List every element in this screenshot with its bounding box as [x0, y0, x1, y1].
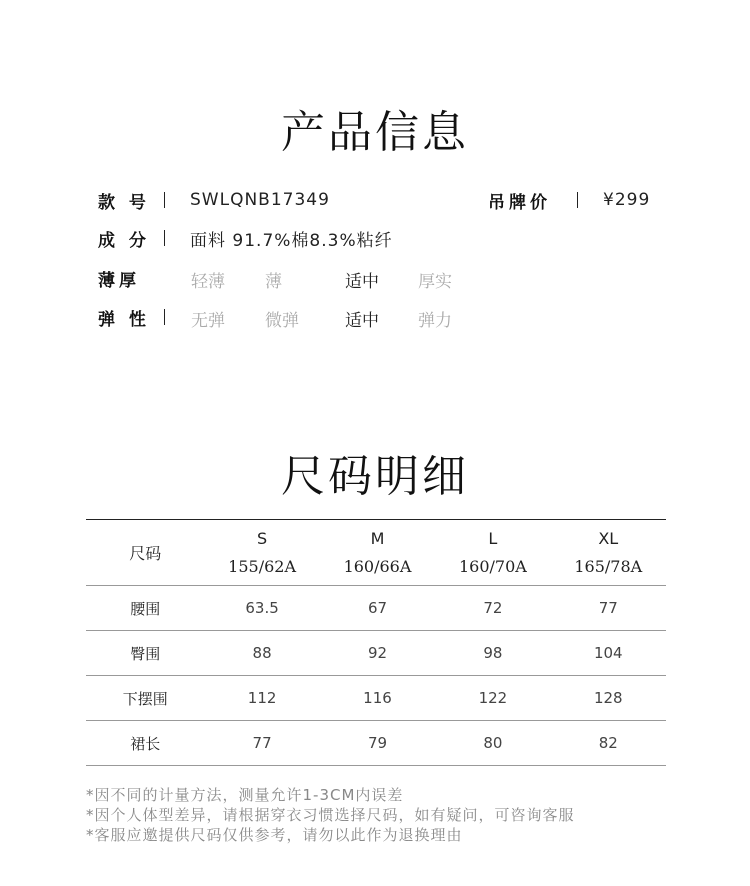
table-cell: 67 [320, 586, 435, 631]
table-cell: 116 [320, 676, 435, 721]
thickness-option-light: 轻薄 [191, 272, 225, 292]
note-line: *因不同的计量方法，测量允许1-3CM内误差 [86, 786, 404, 804]
table-cell: 72 [435, 586, 550, 631]
style-number-value: SWLQNB17349 [190, 190, 330, 210]
row-label-hem: 下摆围 [86, 676, 204, 721]
thickness-option-medium-selected: 适中 [345, 272, 379, 292]
size-name: XL [598, 529, 619, 548]
table-cell: 82 [551, 721, 666, 766]
elasticity-label: 弹 性 [98, 309, 150, 330]
table-cell: 88 [204, 631, 319, 676]
size-chart-title: 尺码明细 [281, 451, 469, 502]
note-line: *客服应邀提供尺码仅供参考，请勿以此作为退换理由 [86, 826, 463, 844]
note-line: *因个人体型差异，请根据穿衣习惯选择尺码，如有疑问，可咨询客服 [86, 806, 575, 824]
table-cell: 112 [204, 676, 319, 721]
table-cell: 80 [435, 721, 550, 766]
size-name: M [370, 529, 385, 548]
size-notes [86, 785, 575, 845]
size-column-m [320, 520, 435, 586]
composition-row [98, 226, 393, 250]
size-height-body: 165/78A [574, 557, 643, 576]
table-cell: 77 [551, 586, 666, 631]
style-number-label: 款 号 [98, 192, 150, 213]
thickness-option-thin: 薄 [265, 272, 282, 292]
size-column-s [204, 520, 319, 586]
elasticity-option-medium-selected: 适中 [345, 311, 379, 331]
elasticity-option-none: 无弹 [191, 311, 225, 331]
table-cell: 63.5 [204, 586, 319, 631]
row-label-waist: 腰围 [86, 586, 204, 631]
size-height-body: 160/70A [458, 557, 527, 576]
product-info-title: 产品信息 [281, 107, 469, 158]
separator [164, 309, 165, 325]
size-header-label: 尺码 [86, 520, 204, 586]
style-number-row [98, 188, 330, 212]
table-cell: 92 [320, 631, 435, 676]
table-row [86, 721, 666, 766]
table-cell: 128 [551, 676, 666, 721]
tag-price-label: 吊牌价 [488, 192, 551, 213]
table-cell: 104 [551, 631, 666, 676]
composition-label: 成 分 [98, 230, 150, 251]
size-header-row [86, 520, 666, 586]
table-cell: 122 [435, 676, 550, 721]
elasticity-option-stretch: 弹力 [418, 311, 452, 331]
size-height-body: 155/62A [228, 557, 297, 576]
thickness-row [98, 266, 144, 290]
size-column-xl [551, 520, 666, 586]
separator [164, 192, 165, 208]
separator [164, 230, 165, 246]
size-name: S [257, 529, 268, 548]
thickness-option-thick: 厚实 [418, 272, 452, 292]
tag-price-row [488, 188, 650, 212]
elasticity-option-slight: 微弹 [265, 311, 299, 331]
table-row [86, 631, 666, 676]
table-cell: 79 [320, 721, 435, 766]
table-cell: 77 [204, 721, 319, 766]
row-label-skirt-length: 裙长 [86, 721, 204, 766]
separator [577, 192, 578, 208]
size-chart-table [86, 519, 666, 766]
size-column-l [435, 520, 550, 586]
tag-price-value: ¥299 [603, 190, 651, 210]
composition-value: 面料 91.7%棉8.3%粘纤 [190, 230, 393, 251]
thickness-label: 薄厚 [98, 270, 140, 291]
table-cell: 98 [435, 631, 550, 676]
elasticity-row [98, 305, 190, 329]
row-label-hip: 臀围 [86, 631, 204, 676]
size-name: L [488, 529, 498, 548]
table-row [86, 586, 666, 631]
table-row [86, 676, 666, 721]
size-height-body: 160/66A [343, 557, 412, 576]
